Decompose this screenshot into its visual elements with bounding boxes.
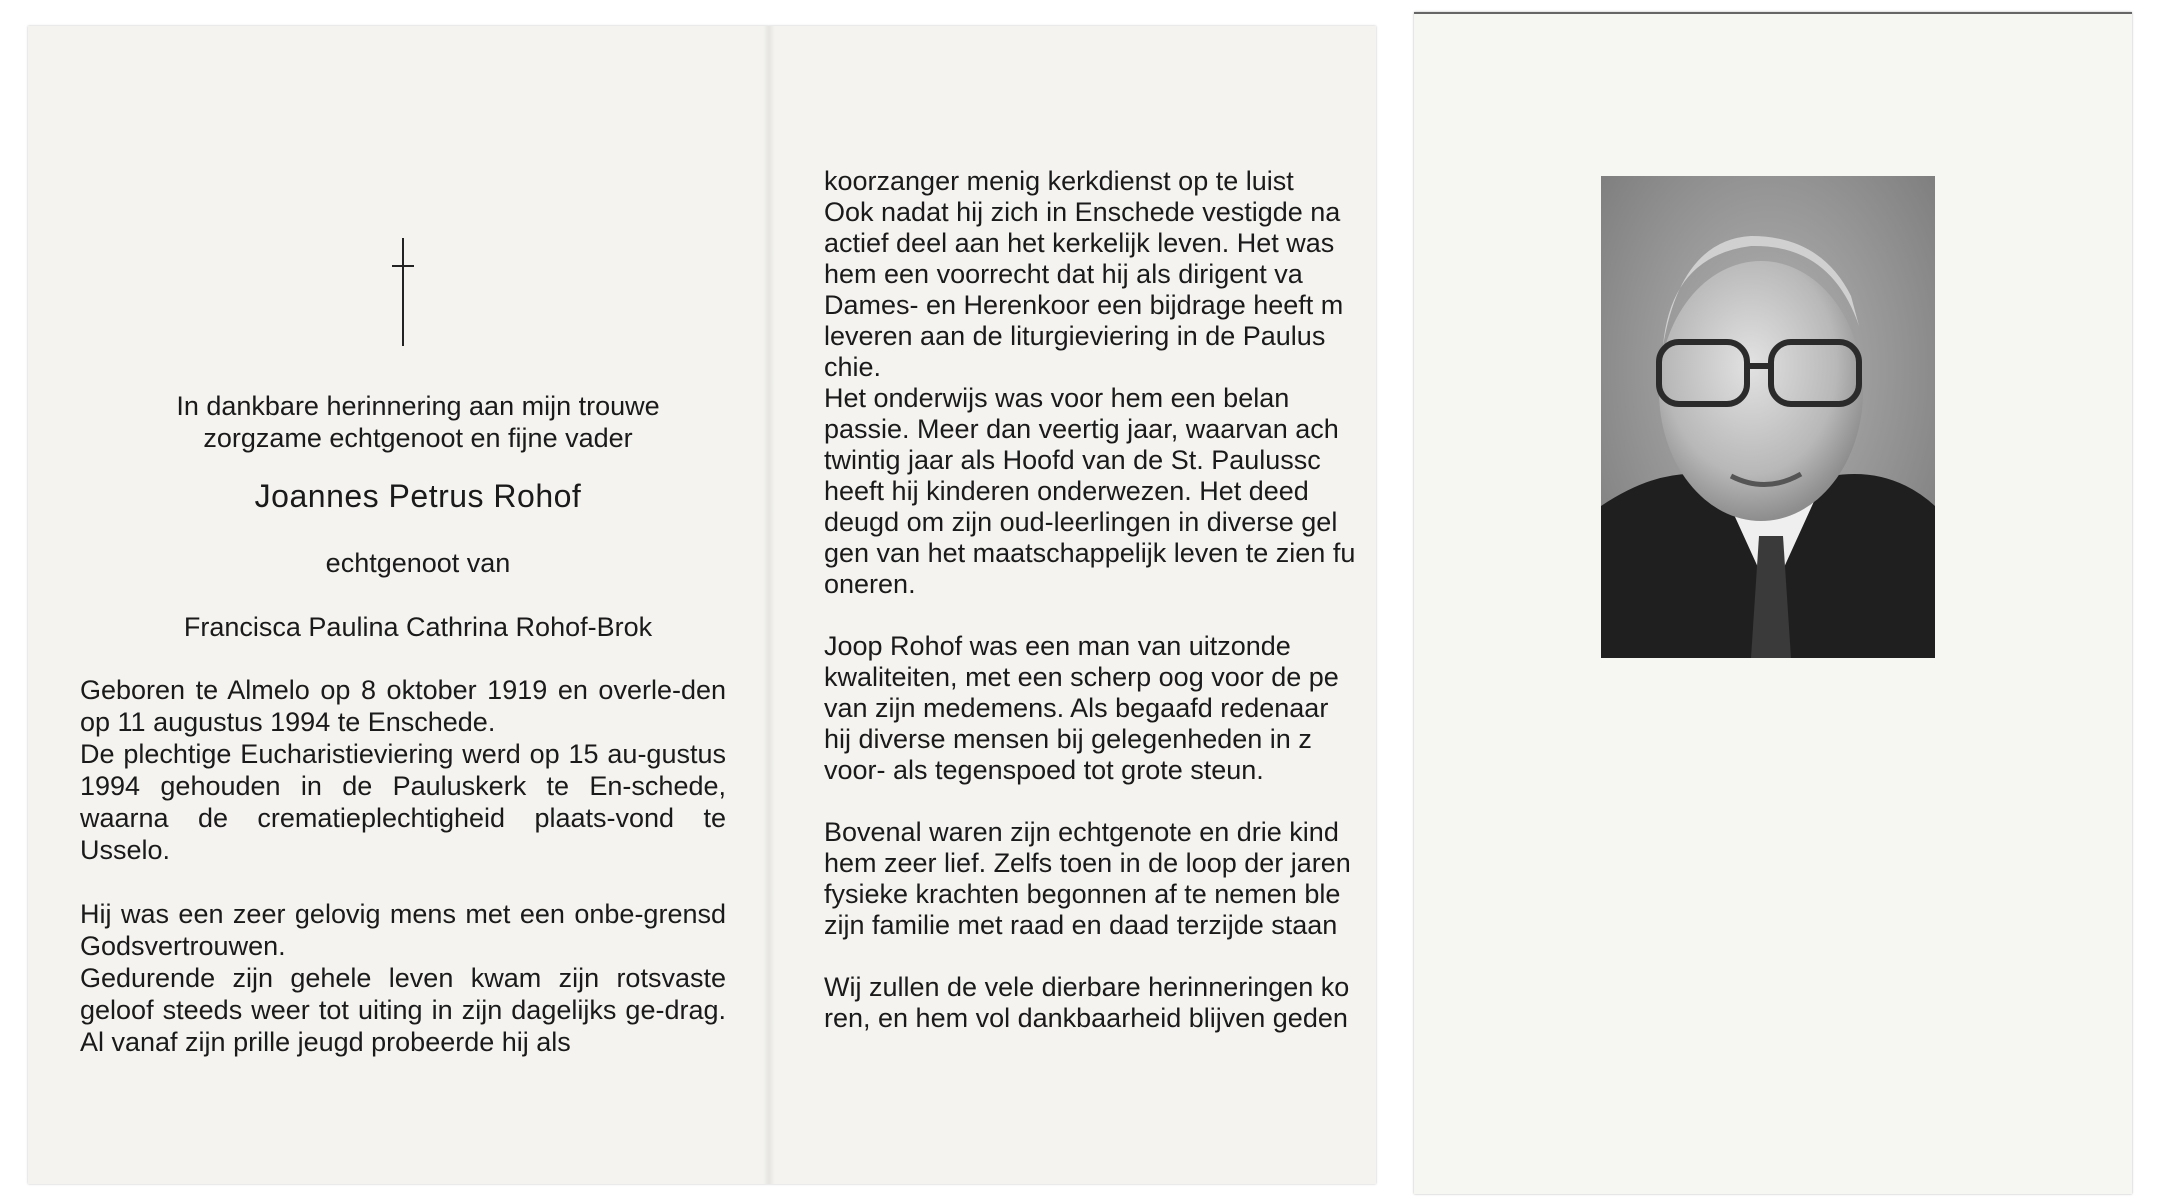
left-page-body bbox=[80, 674, 726, 1058]
portrait-photo bbox=[1601, 176, 1935, 658]
paragraph-life: Gedurende zijn gehele leven kwam zijn rotsvaste geloof steeds weer tot uiting in zijn dagelijks ge-drag. Al vanaf zijn prille jeugd probeerde hij als bbox=[80, 963, 726, 1057]
text-line: Dames- en Herenkoor een bijdrage heeft m bbox=[824, 290, 1344, 320]
text-line: actief deel aan het kerkelijk leven. Het was bbox=[824, 228, 1335, 258]
text-line: passie. Meer dan veertig jaar, waarvan ach bbox=[824, 414, 1339, 444]
text-line: chie. bbox=[824, 352, 882, 382]
text-line: Bovenal waren zijn echtgenote en drie kind bbox=[824, 817, 1339, 847]
paragraph-faith: Hij was een zeer gelovig mens met een onbe-grensd Godsvertrouwen. bbox=[80, 899, 726, 961]
text-line: koorzanger menig kerkdienst op te luist bbox=[824, 166, 1294, 196]
paragraph-ceremony: De plechtige Eucharistieviering werd op 15 au-gustus 1994 gehouden in de Pauluskerk te En-schede, waarna de crematieplechtigheid plaats-vond te Usselo. bbox=[80, 739, 726, 865]
text-line: leveren aan de liturgieviering in de Paulus bbox=[824, 321, 1326, 351]
paragraph-birth-death: Geboren te Almelo op 8 oktober 1919 en overle-den op 11 augustus 1994 te Enschede. bbox=[80, 675, 726, 737]
text-line: van zijn medemens. Als begaafd redenaar bbox=[824, 693, 1329, 723]
intro-line-2: zorgzame echtgenoot en fijne vader bbox=[203, 423, 633, 453]
text-line: deugd om zijn oud-leerlingen in diverse gel bbox=[824, 507, 1338, 537]
folded-card-sheet bbox=[28, 26, 1376, 1184]
text-line: Het onderwijs was voor hem een belan bbox=[824, 383, 1290, 413]
text-line: hij diverse mensen bij gelegenheden in z bbox=[824, 724, 1312, 754]
text-line: Joop Rohof was een man van uitzonde bbox=[824, 631, 1291, 661]
dedication bbox=[88, 390, 748, 454]
text-line: oneren. bbox=[824, 569, 916, 599]
spouse-name: Francisca Paulina Cathrina Rohof-Brok bbox=[183, 612, 653, 642]
cross-icon bbox=[388, 236, 418, 348]
text-line: voor- als tegenspoed tot grote steun. bbox=[824, 755, 1264, 785]
text-line: kwaliteiten, met een scherp oog voor de pe bbox=[824, 662, 1339, 692]
text-line: hem een voorrecht dat hij als dirigent va bbox=[824, 259, 1303, 289]
text-line: hem zeer lief. Zelfs toen in de loop der jaren bbox=[824, 848, 1351, 878]
deceased-name: Joannes Petrus Rohof bbox=[254, 478, 582, 514]
intro-line-1: In dankbare herinnering aan mijn trouwe bbox=[176, 391, 660, 421]
text-line: fysieke krachten begonnen af te nemen ble bbox=[824, 879, 1341, 909]
text-line: twintig jaar als Hoofd van de St. Paulussc bbox=[824, 445, 1321, 475]
photo-card bbox=[1414, 12, 2132, 1194]
text-line: heeft hij kinderen onderwezen. Het deed bbox=[824, 476, 1309, 506]
text-line: Wij zullen de vele dierbare herinneringen ko bbox=[824, 972, 1350, 1002]
text-line: Ook nadat hij zich in Enschede vestigde na bbox=[824, 197, 1341, 227]
text-line: zijn familie met raad en daad terzijde staan bbox=[824, 910, 1338, 940]
spouse-label: echtgenoot van bbox=[325, 548, 511, 578]
text-line: ren, en hem vol dankbaarheid blijven geden bbox=[824, 1003, 1348, 1033]
right-page-body bbox=[824, 166, 1404, 1034]
card-fold bbox=[763, 26, 775, 1184]
text-line: gen van het maatschappelijk leven te zien fu bbox=[824, 538, 1356, 568]
